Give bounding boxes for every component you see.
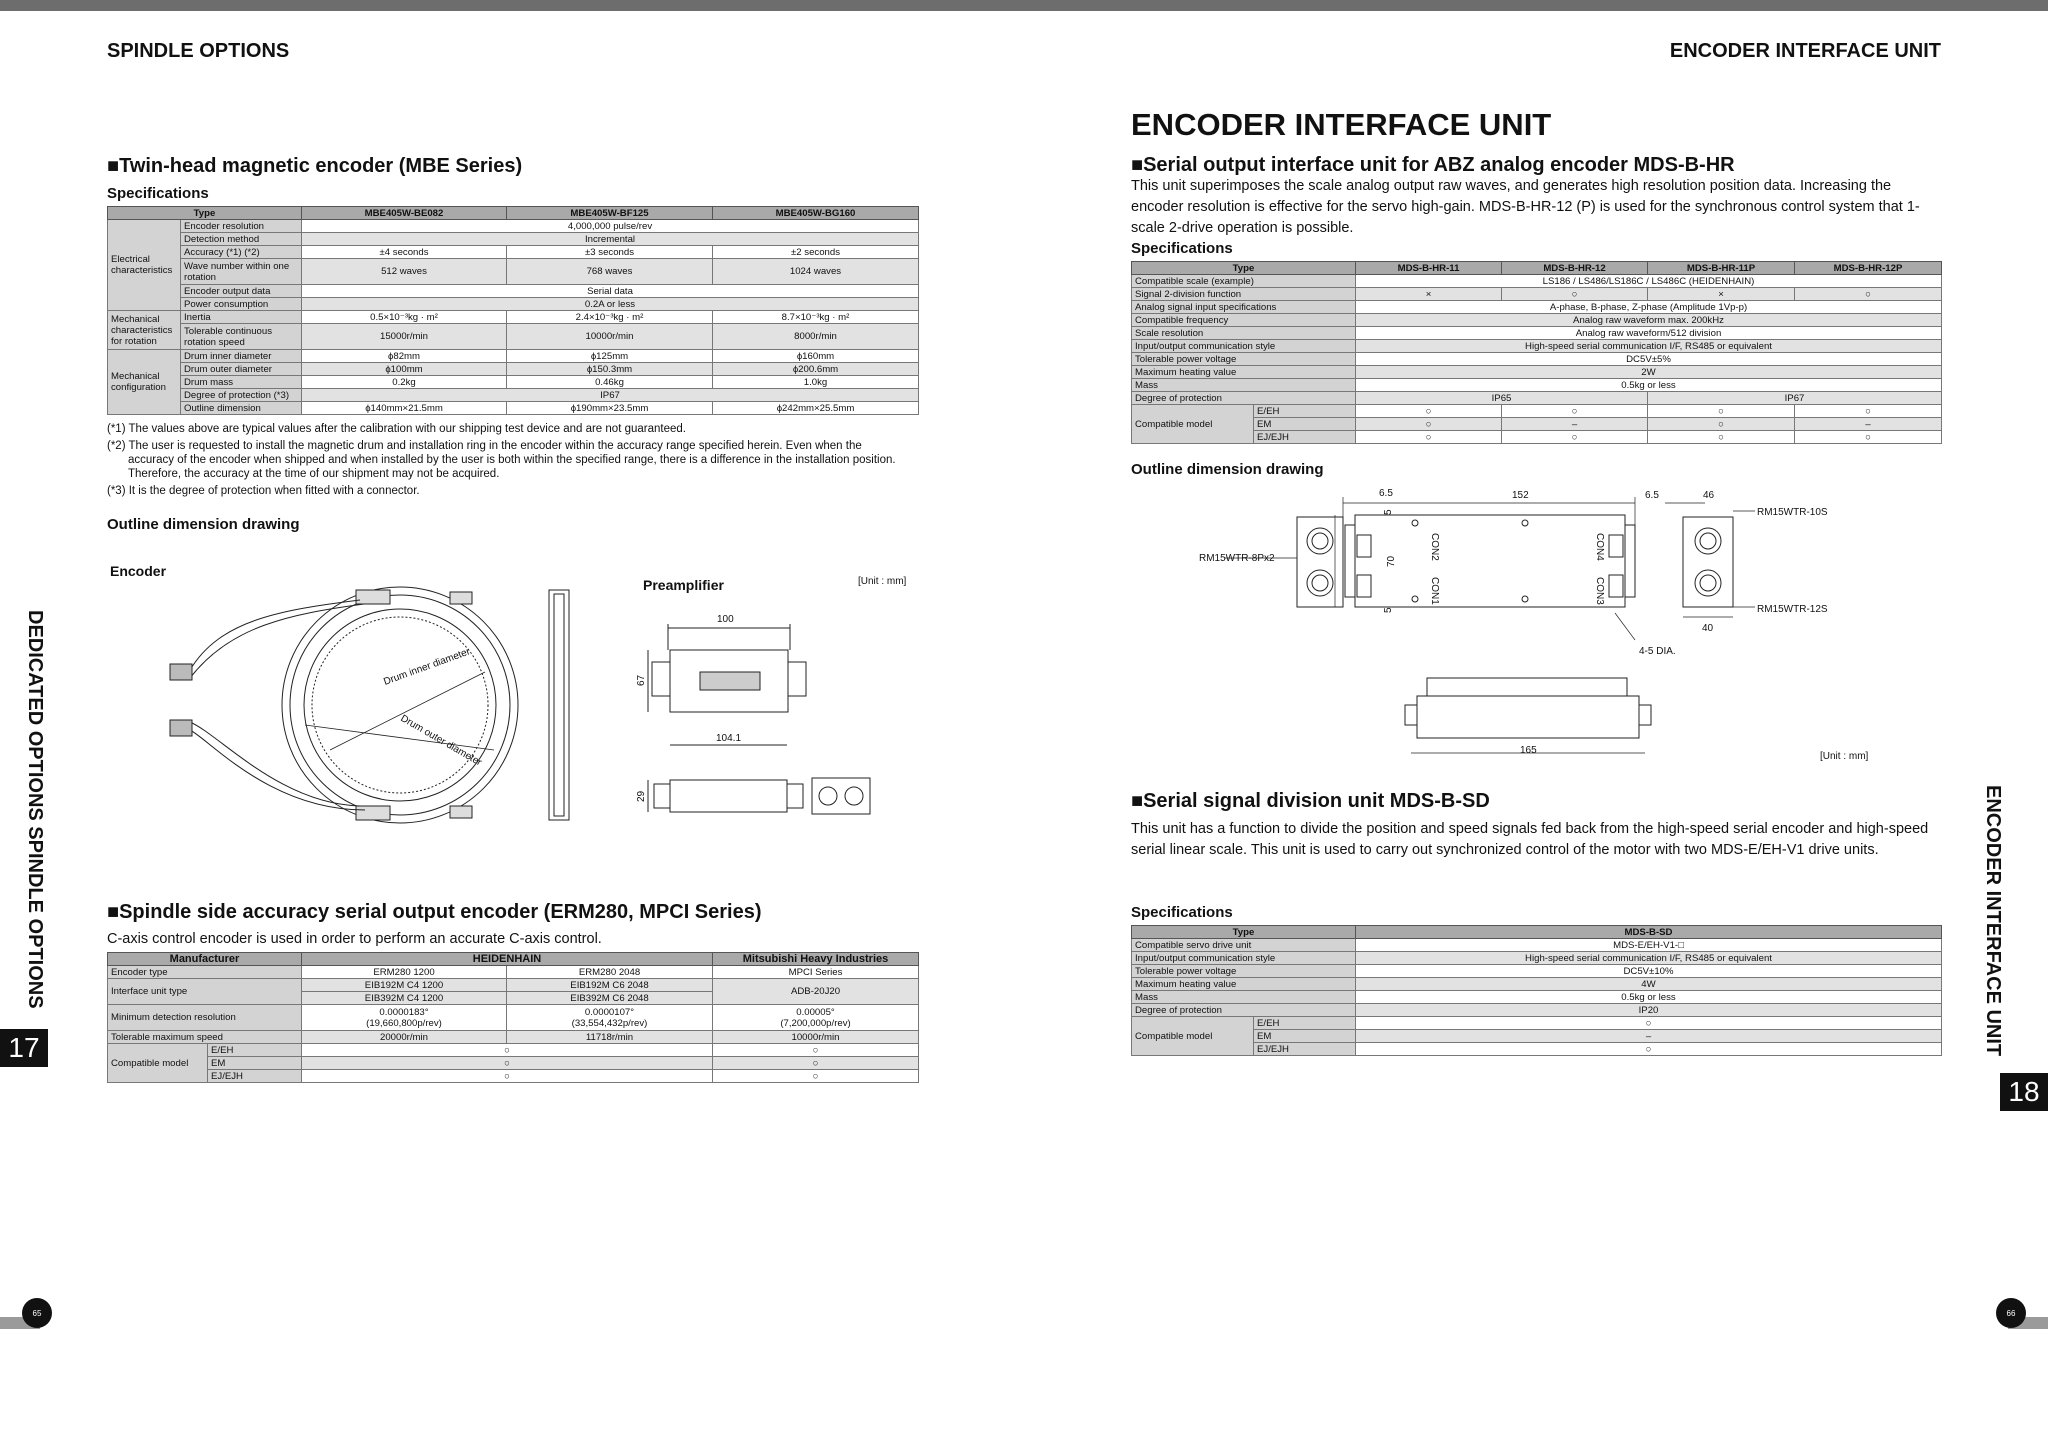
cell: EIB192M C6 2048	[507, 979, 713, 992]
cell: ○	[1356, 1017, 1942, 1030]
row-label: Degree of protection (*3)	[181, 389, 302, 402]
col-bf125: MBE405W-BF125	[507, 207, 713, 220]
encoder-side-profile	[545, 588, 575, 823]
cell: 2W	[1356, 366, 1942, 379]
row-label: Mass	[1132, 379, 1356, 392]
cell: IP67	[1648, 392, 1942, 405]
sd-specs-label: Specifications	[1131, 904, 1233, 921]
row-label: Wave number within one rotation	[181, 259, 302, 285]
label-rm15wtr-10s: RM15WTR-10S	[1757, 507, 1828, 518]
row-label: Analog signal input specifications	[1132, 301, 1356, 314]
row-label: Compatible frequency	[1132, 314, 1356, 327]
cell: 10000r/min	[713, 1031, 919, 1044]
col-type: Type	[1132, 926, 1356, 939]
cell: EIB392M C6 2048	[507, 992, 713, 1005]
cell: A-phase, B-phase, Z-phase (Amplitude 1Vp-p)	[1356, 301, 1942, 314]
label-con1: CON1	[1429, 577, 1440, 605]
row-label: Encoder output data	[181, 285, 302, 298]
row-label: Compatible model	[1132, 405, 1254, 444]
cell: 4W	[1356, 978, 1942, 991]
top-bar	[0, 0, 2048, 11]
group-mech-rotation: Mechanical characteristics for rotation	[108, 311, 181, 350]
row-label: Accuracy (*1) (*2)	[181, 246, 302, 259]
cell: 4,000,000 pulse/rev	[302, 220, 919, 233]
encoder-label: Encoder	[110, 563, 167, 579]
label-con4: CON4	[1594, 533, 1605, 561]
left-page-number: 65	[22, 1298, 52, 1328]
res-value: 0.0000107°	[584, 1006, 635, 1018]
dim-100: 100	[717, 614, 734, 625]
col-hr11: MDS-B-HR-11	[1356, 262, 1502, 275]
dim-70: 70	[1386, 555, 1397, 567]
cell: Analog raw waveform max. 200kHz	[1356, 314, 1942, 327]
cell: ○	[1356, 418, 1502, 431]
model-name: E/EH	[1254, 405, 1356, 418]
row-label: Tolerable power voltage	[1132, 353, 1356, 366]
cell: –	[1356, 1030, 1942, 1043]
cell: 15000r/min	[302, 324, 507, 350]
sd-desc: This unit has a function to divide the position and speed signals fed back from the high-speed serial encoder and high-speed serial linear scale. This unit is used to carry out synchronized control of the motor with two MDS-E/EH-V1 drive units.	[1131, 821, 1929, 858]
cell: IP67	[302, 389, 919, 402]
hr-desc: This unit superimposes the scale analog output raw waves, and generates high resolution position data. Increasing the encoder resolution is effective for the servo high-gain. MDS-B-HR-12 (P) is used for the synchronous control system that 1-scale 2-drive operation is possible.	[1131, 178, 1920, 236]
row-label: Maximum heating value	[1132, 366, 1356, 379]
row-label: Drum mass	[181, 376, 302, 389]
label-rm15wtr-8p: RM15WTR-8Px2	[1199, 553, 1275, 564]
sd-heading: ■Serial signal division unit MDS-B-SD	[1131, 790, 1490, 812]
cell: Analog raw waveform/512 division	[1356, 327, 1942, 340]
cell: 0.5kg or less	[1356, 379, 1942, 392]
cell: 20000r/min	[302, 1031, 507, 1044]
row-label: Inertia	[181, 311, 302, 324]
res-pulses: (19,660,800p/rev)	[366, 1017, 442, 1029]
cell: ×	[1648, 288, 1795, 301]
cell: 768 waves	[507, 259, 713, 285]
cell: EIB392M C4 1200	[302, 992, 507, 1005]
cell: ○	[302, 1057, 713, 1070]
res-value: 0.0000183°	[379, 1006, 429, 1018]
page-title: ENCODER INTERFACE UNIT	[1131, 107, 1552, 142]
cell: 0.2kg	[302, 376, 507, 389]
cell: High-speed serial communication I/F, RS485 or equivalent	[1356, 340, 1942, 353]
sd-spec-table	[1131, 925, 1942, 1056]
model-name: EJ/EJH	[208, 1070, 302, 1083]
cell: ×	[1356, 288, 1502, 301]
dim-152: 152	[1512, 490, 1529, 501]
model-name: EM	[1254, 418, 1356, 431]
col-heidenhain: HEIDENHAIN	[302, 953, 713, 966]
cell: DC5V±5%	[1356, 353, 1942, 366]
cell: 0.5×10⁻³kg · m²	[302, 311, 507, 324]
col-mds-b-sd: MDS-B-SD	[1356, 926, 1942, 939]
hr-specs-label: Specifications	[1131, 240, 1233, 257]
res-pulses: (33,554,432p/rev)	[571, 1017, 648, 1029]
cell: LS186 / LS486/LS186C / LS486C (HEIDENHAIN)	[1356, 275, 1942, 288]
cell: 11718r/min	[507, 1031, 713, 1044]
row-label: Minimum detection resolution	[108, 1005, 302, 1031]
preamp-label: Preamplifier	[643, 577, 724, 593]
cell: ○	[1795, 405, 1942, 418]
mbe-heading: ■Twin-head magnetic encoder (MBE Series)	[107, 155, 523, 177]
cell: ±3 seconds	[507, 246, 713, 259]
mbe-spec-table	[107, 206, 919, 415]
row-label: Drum inner diameter	[181, 350, 302, 363]
cell: ϕ160mm	[713, 350, 919, 363]
cell: ○	[1795, 431, 1942, 444]
dim-46: 46	[1703, 490, 1715, 501]
cell: ○	[1502, 405, 1648, 418]
cell: ERM280 1200	[302, 966, 507, 979]
row-label: Tolerable power voltage	[1132, 965, 1356, 978]
drum-inner-label: Drum inner diameter	[382, 646, 472, 688]
model-name: EJ/EJH	[1254, 431, 1356, 444]
row-label: Power consumption	[181, 298, 302, 311]
model-name: E/EH	[1254, 1017, 1356, 1030]
cell: ϕ190mm×23.5mm	[507, 402, 713, 415]
hr-spec-table	[1131, 261, 1942, 444]
col-type: Type	[1132, 262, 1356, 275]
cell: ○	[1356, 405, 1502, 418]
cell: –	[1795, 418, 1942, 431]
row-label: Compatible model	[1132, 1017, 1254, 1056]
dim-5-bottom: 5	[1383, 607, 1394, 613]
mbe-unit-label: [Unit : mm]	[858, 576, 907, 587]
dim-40: 40	[1702, 623, 1714, 634]
cell: 0.46kg	[507, 376, 713, 389]
col-manufacturer: Manufacturer	[108, 953, 302, 966]
cell: ○	[713, 1070, 919, 1083]
cell: ϕ242mm×25.5mm	[713, 402, 919, 415]
cell: MDS-E/EH-V1-□	[1356, 939, 1942, 952]
row-label: Tolerable maximum speed	[108, 1031, 302, 1044]
dim-4-5-dia: 4-5 DIA.	[1639, 646, 1676, 657]
cell: ±2 seconds	[713, 246, 919, 259]
cell: 512 waves	[302, 259, 507, 285]
row-label: Interface unit type	[108, 979, 302, 1005]
erm-spec-table	[107, 952, 919, 1083]
cell: 0.2A or less	[302, 298, 919, 311]
row-label: Maximum heating value	[1132, 978, 1356, 991]
dim-5-top: 5	[1383, 509, 1394, 515]
hr-outline-drawing	[1195, 485, 1895, 765]
cell: Serial data	[302, 285, 919, 298]
row-label: Degree of protection	[1132, 392, 1356, 405]
drum-outer-label: Drum outer diameter	[398, 713, 484, 769]
cell: ADB-20J20	[713, 979, 919, 1005]
note-1: (*1) The values above are typical values after the calibration with our shipping test device and are not guaranteed.	[107, 423, 686, 435]
cell: ○	[713, 1044, 919, 1057]
row-label: Encoder type	[108, 966, 302, 979]
dim-67: 67	[636, 674, 647, 686]
row-label: Input/output communication style	[1132, 340, 1356, 353]
cell: EIB192M C4 1200	[302, 979, 507, 992]
dim-165: 165	[1520, 745, 1537, 756]
cell: DC5V±10%	[1356, 965, 1942, 978]
cell: ±4 seconds	[302, 246, 507, 259]
group-mech-config: Mechanical configuration	[108, 350, 181, 415]
cell: High-speed serial communication I/F, RS485 or equivalent	[1356, 952, 1942, 965]
cell: ○	[302, 1070, 713, 1083]
row-label: Input/output communication style	[1132, 952, 1356, 965]
row-label: Signal 2-division function	[1132, 288, 1356, 301]
encoder-outer-ring	[282, 587, 518, 823]
model-name: EM	[208, 1057, 302, 1070]
erm-heading: ■Spindle side accuracy serial output encoder (ERM280, MPCI Series)	[107, 901, 762, 923]
label-con3: CON3	[1594, 577, 1605, 605]
row-label: Detection method	[181, 233, 302, 246]
cell: IP20	[1356, 1004, 1942, 1017]
left-connector-block	[1297, 517, 1343, 607]
hr-heading: ■Serial output interface unit for ABZ analog encoder MDS-B-HR	[1131, 154, 1735, 176]
left-page-box: 17	[0, 1029, 48, 1067]
row-label: Compatible servo drive unit	[1132, 939, 1356, 952]
erm-desc: C-axis control encoder is used in order to perform an accurate C-axis control.	[107, 931, 602, 947]
dim-29: 29	[636, 790, 647, 802]
col-hr12p: MDS-B-HR-12P	[1795, 262, 1942, 275]
right-side-tab: ENCODER INTERFACE UNIT	[1982, 785, 2004, 1057]
res-pulses: (7,200,000p/rev)	[780, 1017, 851, 1029]
row-label: Drum outer diameter	[181, 363, 302, 376]
right-connector-block	[1683, 517, 1733, 607]
dim-6-5-right: 6.5	[1645, 490, 1659, 501]
cell-res-2	[507, 1005, 713, 1031]
mbe-notes	[107, 422, 907, 501]
hr-unit-side-view	[1417, 696, 1639, 738]
cell: ϕ150.3mm	[507, 363, 713, 376]
col-be082: MBE405W-BE082	[302, 207, 507, 220]
model-name: EJ/EJH	[1254, 1043, 1356, 1056]
cell: IP65	[1356, 392, 1648, 405]
cell: ○	[1502, 288, 1648, 301]
col-hr12: MDS-B-HR-12	[1502, 262, 1648, 275]
cell: 8000r/min	[713, 324, 919, 350]
row-label: Encoder resolution	[181, 220, 302, 233]
cell: ϕ82mm	[302, 350, 507, 363]
dim-104: 104.1	[716, 733, 742, 744]
mbe-specs-label: Specifications	[107, 185, 209, 202]
col-type: Type	[108, 207, 302, 220]
group-electrical: Electrical characteristics	[108, 220, 181, 311]
row-label: Degree of protection	[1132, 1004, 1356, 1017]
cell: 10000r/min	[507, 324, 713, 350]
cell: –	[1502, 418, 1648, 431]
label-con2: CON2	[1429, 533, 1440, 561]
right-page-box: 18	[2000, 1073, 2048, 1111]
cell: 0.5kg or less	[1356, 991, 1942, 1004]
cell: ○	[1648, 418, 1795, 431]
note-3: (*3) It is the degree of protection when fitted with a connector.	[107, 485, 420, 497]
encoder-drawing	[160, 580, 580, 830]
model-name: EM	[1254, 1030, 1356, 1043]
cell: ○	[1356, 431, 1502, 444]
cell: ○	[1356, 1043, 1942, 1056]
col-hr11p: MDS-B-HR-11P	[1648, 262, 1795, 275]
row-label: Mass	[1132, 991, 1356, 1004]
row-label: Tolerable continuous rotation speed	[181, 324, 302, 350]
cell: ○	[713, 1057, 919, 1070]
cell: ϕ100mm	[302, 363, 507, 376]
cell: ○	[302, 1044, 713, 1057]
row-label: Compatible model	[108, 1044, 208, 1083]
col-bg160: MBE405W-BG160	[713, 207, 919, 220]
hr-outline-label: Outline dimension drawing	[1131, 461, 1324, 478]
cell: ϕ200.6mm	[713, 363, 919, 376]
cell: MPCI Series	[713, 966, 919, 979]
label-rm15wtr-12s: RM15WTR-12S	[1757, 604, 1828, 615]
cell: ○	[1648, 405, 1795, 418]
cell: ○	[1502, 431, 1648, 444]
cell: 2.4×10⁻³kg · m²	[507, 311, 713, 324]
cell-res-1	[302, 1005, 507, 1031]
hr-unit-label: [Unit : mm]	[1820, 751, 1869, 762]
row-label: Outline dimension	[181, 402, 302, 415]
res-value: 0.00005°	[796, 1006, 835, 1018]
left-side-tab: DEDICATED OPTIONS SPINDLE OPTIONS	[24, 610, 46, 1009]
mbe-outline-label: Outline dimension drawing	[107, 516, 300, 533]
note-2: (*2) The user is requested to install the magnetic drum and installation ring in the encoder within the accuracy range specified herein. Even when the accuracy of the encoder when shipped and when installed by the user is both within the specified range, there is a difference in the installation position. Therefore, the accuracy at the time of our shipment may not be acquired.	[107, 440, 896, 480]
preamplifier-drawing	[636, 610, 880, 825]
right-page-number: 66	[1996, 1298, 2026, 1328]
cell: 1024 waves	[713, 259, 919, 285]
cell: Incremental	[302, 233, 919, 246]
cell-res-3	[713, 1005, 919, 1031]
cell: ○	[1795, 288, 1942, 301]
row-label: Scale resolution	[1132, 327, 1356, 340]
cell: 1.0kg	[713, 376, 919, 389]
cell: ϕ140mm×21.5mm	[302, 402, 507, 415]
model-name: E/EH	[208, 1044, 302, 1057]
col-mhi: Mitsubishi Heavy Industries	[713, 953, 919, 966]
cell: ERM280 2048	[507, 966, 713, 979]
cell: ○	[1648, 431, 1795, 444]
dim-6-5-left: 6.5	[1379, 488, 1393, 499]
cell: ϕ125mm	[507, 350, 713, 363]
cell: 8.7×10⁻³kg · m²	[713, 311, 919, 324]
left-page-header: SPINDLE OPTIONS	[107, 40, 290, 62]
right-page-header: ENCODER INTERFACE UNIT	[1669, 40, 1941, 62]
row-label: Compatible scale (example)	[1132, 275, 1356, 288]
